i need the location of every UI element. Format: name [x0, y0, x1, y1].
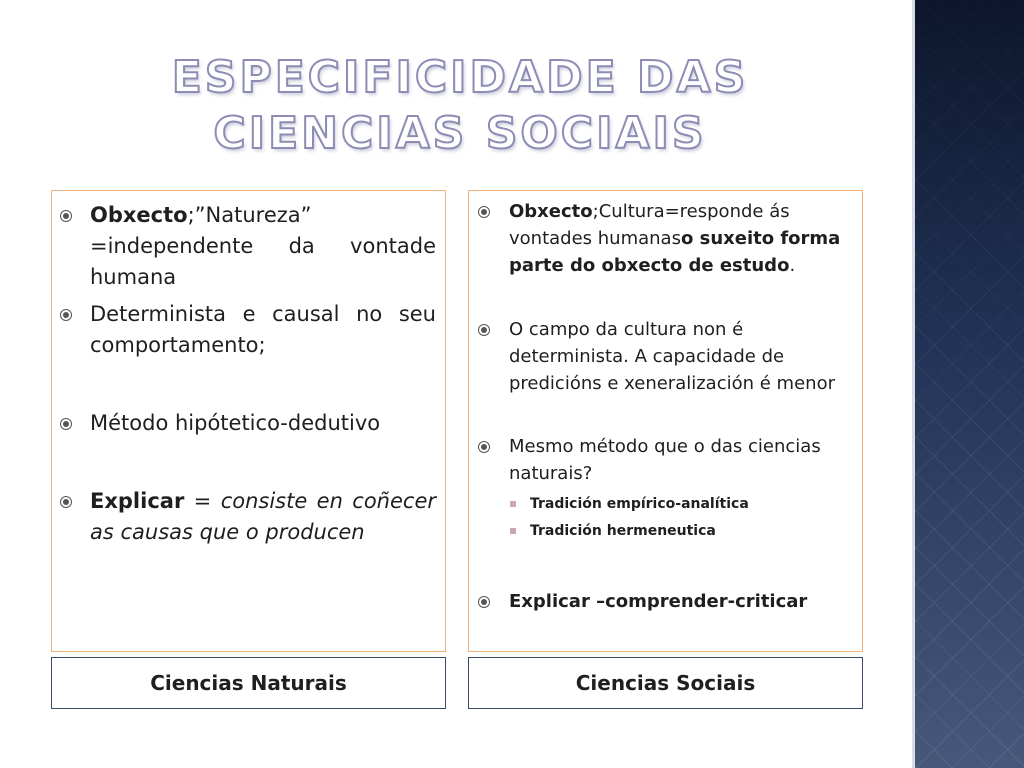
sub-bullet-text: Tradición hermeneutica: [530, 523, 716, 539]
bullet-text: =: [184, 489, 221, 513]
bullet-icon: [478, 596, 490, 608]
bullet-bold: Obxecto: [509, 201, 593, 222]
bullet-icon: [478, 206, 490, 218]
bullet-icon: [60, 496, 72, 508]
list-item: [60, 486, 436, 548]
bullet-icon: [60, 210, 72, 222]
bullet-text: .: [789, 255, 796, 276]
bullet-icon: [478, 441, 490, 453]
list-item: [60, 299, 436, 361]
bullet-icon: [478, 324, 490, 336]
bullet-icon: [60, 309, 72, 321]
list-item: [60, 200, 436, 293]
list-item: [478, 198, 856, 279]
bullet-bold: Explicar: [90, 489, 185, 513]
list-item: [478, 588, 856, 615]
bullet-bold: o suxeito forma parte do obxecto de estudo: [509, 228, 841, 276]
list-item: [478, 433, 856, 487]
bullet-text: O campo da cultura non é determinista. A capacidade de predicións e xeneralización é menor: [509, 319, 835, 394]
bullet-bold: Obxecto: [90, 203, 188, 227]
bullet-text: ;Cultura=responde ás vontades humanas: [509, 201, 790, 249]
label-ciencias-naturais: Ciencias Naturais: [51, 657, 446, 709]
square-bullet-icon: [510, 528, 516, 534]
sub-list-item: [510, 519, 850, 543]
bullet-bold: Explicar –comprender-criticar: [509, 591, 808, 612]
slide-title: ESPECIFICIDADE DAS CIENCIAS SOCIAIS: [171, 52, 749, 159]
label-ciencias-sociais: Ciencias Sociais: [468, 657, 863, 709]
decorative-side-panel: [912, 0, 1024, 768]
bullet-italic: consiste en coñecer as causas que o producen: [90, 489, 436, 544]
bullet-icon: [60, 418, 72, 430]
bullet-text: ;”Natureza” =independente da vontade humana: [90, 203, 436, 289]
bullet-text: Método hipótetico-dedutivo: [90, 411, 381, 435]
list-item: [60, 408, 436, 439]
list-item: [478, 316, 856, 397]
bullet-text: Mesmo método que o das ciencias naturais?: [509, 436, 821, 484]
bullet-text: Determinista e causal no seu comportamento;: [90, 302, 436, 357]
sub-bullet-text: Tradición empírico-analítica: [530, 496, 749, 512]
sub-list-item: [510, 492, 850, 516]
square-bullet-icon: [510, 501, 516, 507]
